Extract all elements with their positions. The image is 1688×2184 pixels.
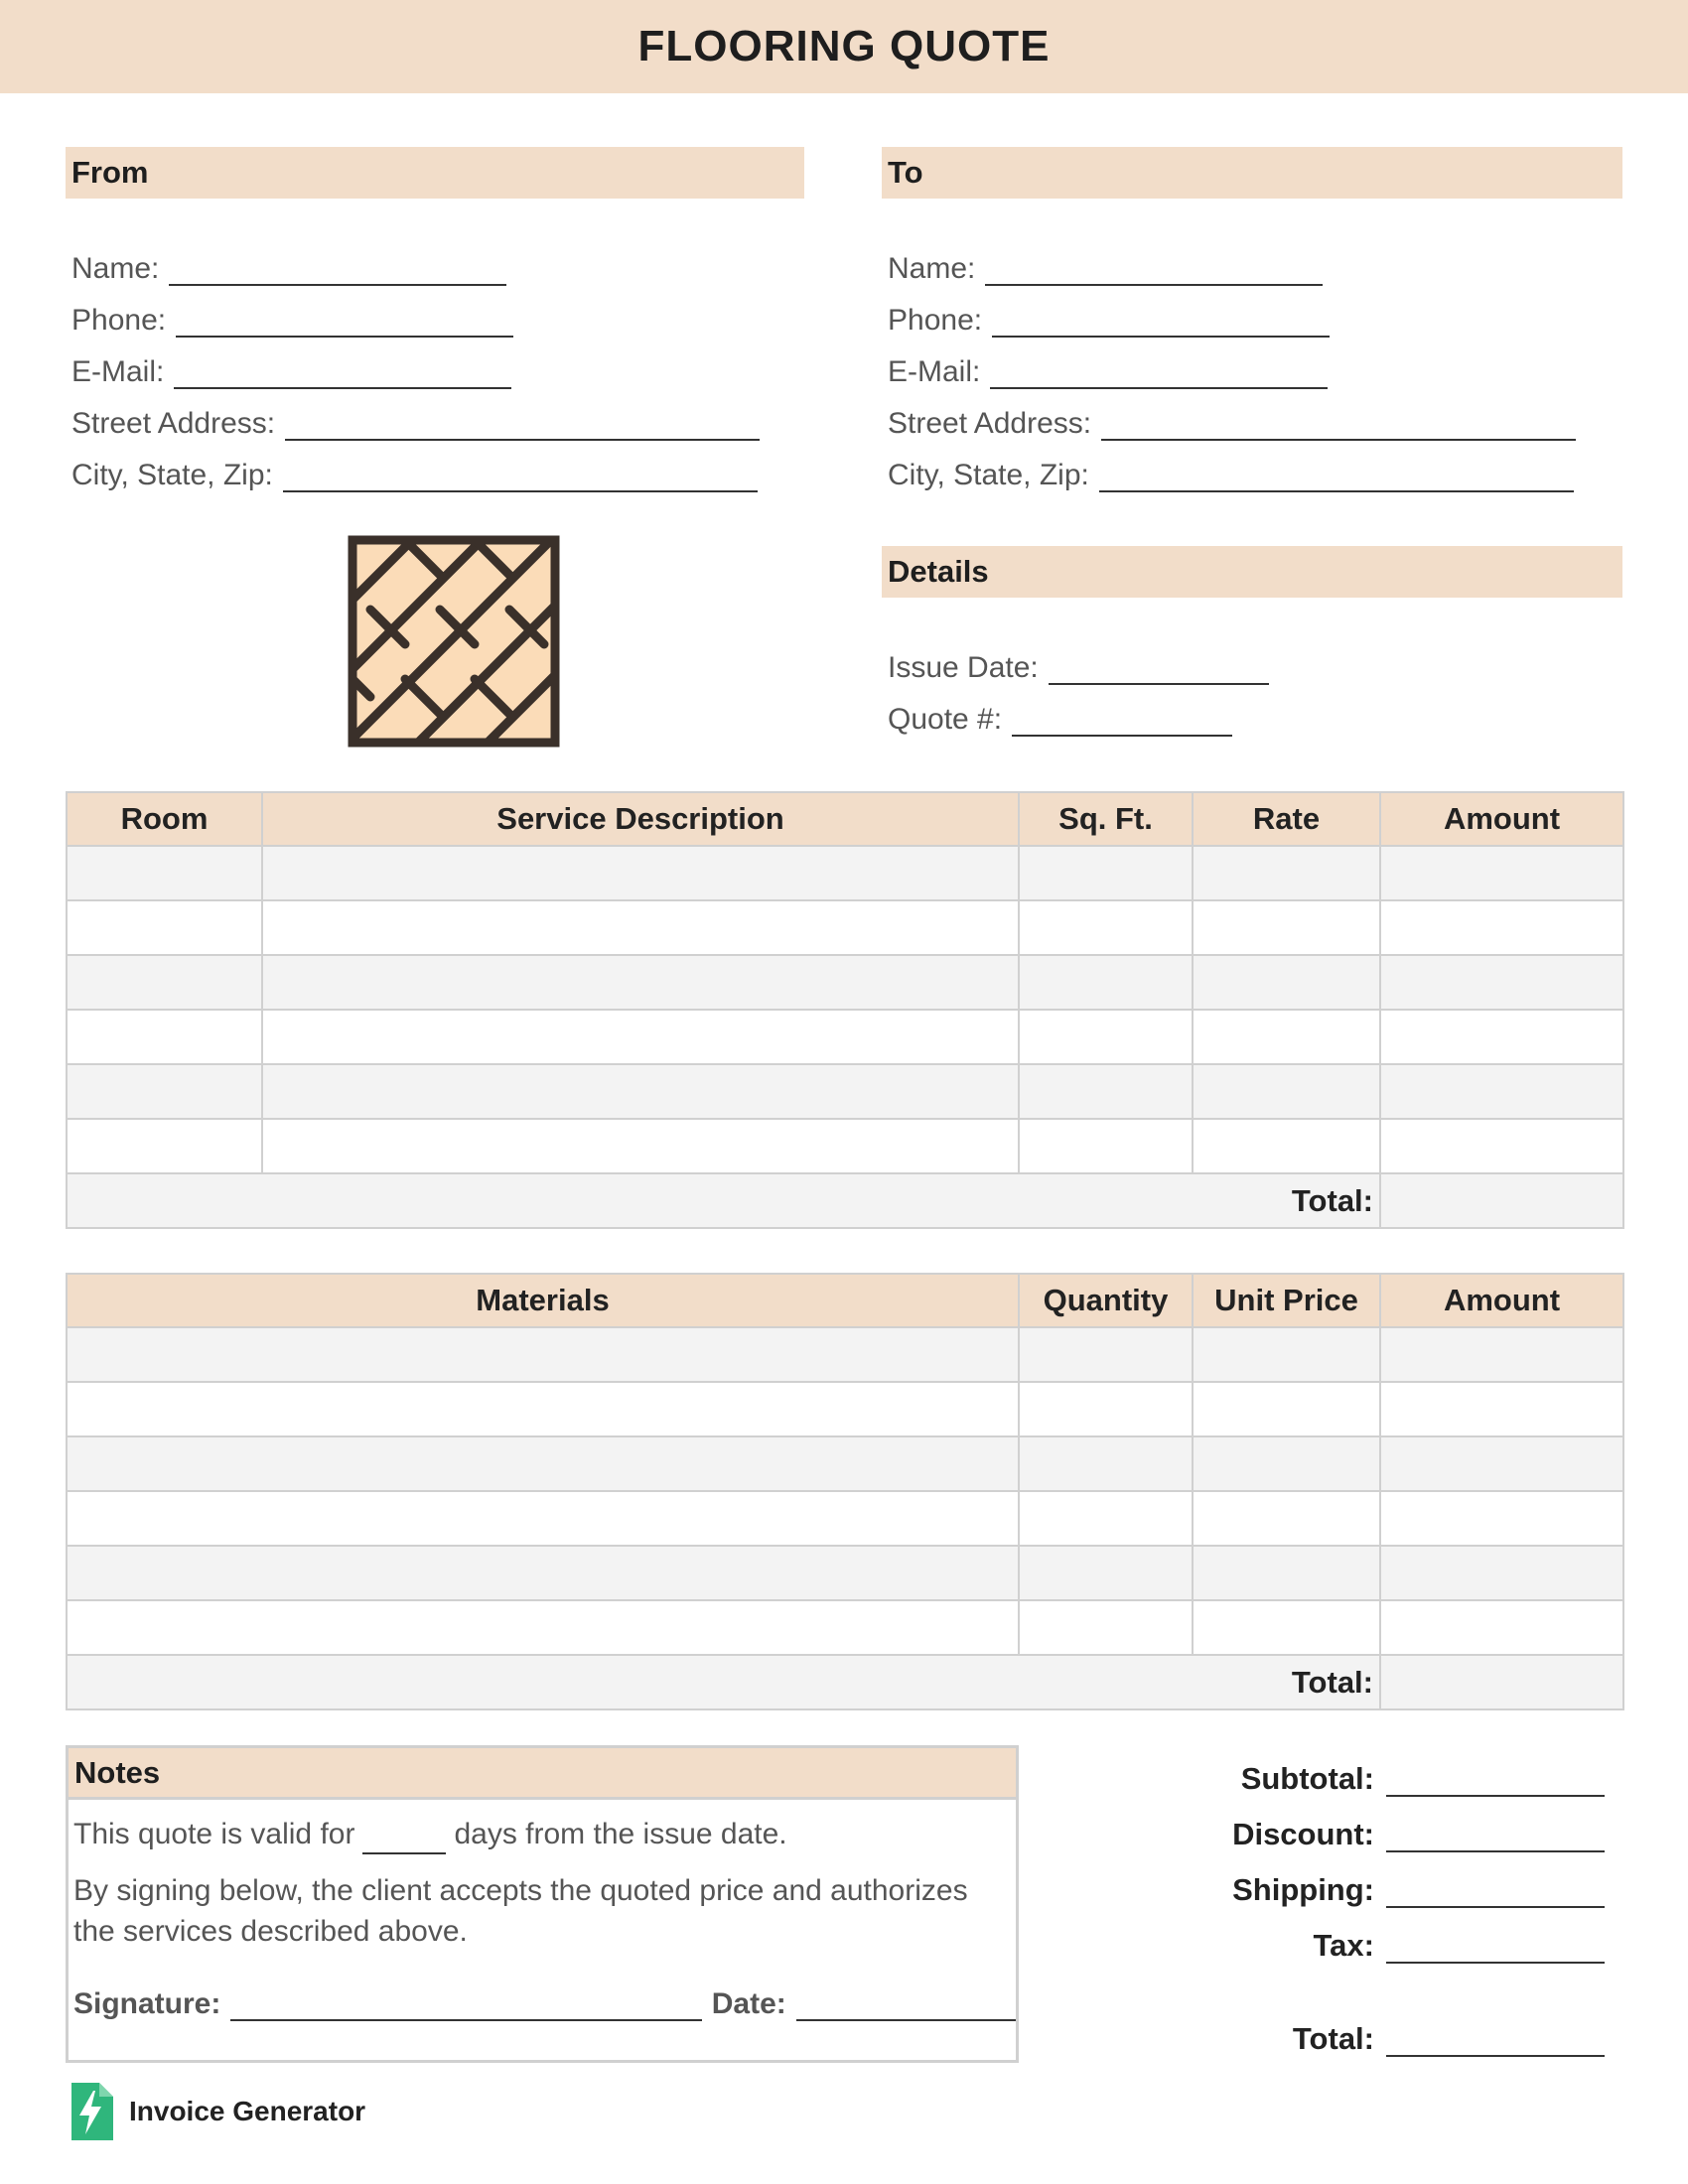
materials-amount-header: Amount (1380, 1274, 1623, 1327)
from-name-field[interactable]: Name: (71, 246, 760, 286)
table-row (67, 1436, 1623, 1491)
table-row (67, 846, 1623, 900)
issue-date-line[interactable] (1049, 653, 1269, 685)
table-row (67, 1600, 1623, 1655)
shipping-row[interactable]: Shipping: (1088, 1868, 1605, 1908)
grand-total-row[interactable]: Total: (1088, 2017, 1605, 2057)
amount-header: Amount (1380, 792, 1623, 846)
notes-box (66, 1745, 1019, 2063)
to-fields (888, 246, 1576, 492)
quote-number-line[interactable] (1012, 705, 1232, 737)
notes-heading: Notes (69, 1748, 1016, 1800)
signature-row (73, 1987, 1016, 2021)
to-email-line[interactable] (990, 357, 1328, 389)
from-city-field[interactable]: City, State, Zip: (71, 453, 760, 492)
brand-footer (68, 2083, 365, 2140)
materials-table (66, 1273, 1624, 1710)
discount-line[interactable] (1386, 1821, 1605, 1852)
shipping-line[interactable] (1386, 1876, 1605, 1908)
to-phone-field[interactable]: Phone: (888, 298, 1576, 338)
table-row (67, 1491, 1623, 1546)
service-description-header: Service Description (262, 792, 1019, 846)
summary-block (1088, 1757, 1605, 2057)
rate-header: Rate (1193, 792, 1380, 846)
sqft-header: Sq. Ft. (1019, 792, 1193, 846)
from-fields (71, 246, 760, 492)
table-row (67, 1382, 1623, 1436)
notes-content (69, 1800, 1016, 2021)
signature-label: Signature: (73, 1987, 221, 2020)
signature-line[interactable] (230, 1989, 701, 2021)
from-name-line[interactable] (169, 254, 506, 286)
title-bar (0, 0, 1688, 93)
to-heading: To (882, 147, 1622, 199)
table-row (67, 1327, 1623, 1382)
details-heading: Details (882, 546, 1622, 598)
to-street-line[interactable] (1101, 409, 1576, 441)
materials-total-label: Total: (67, 1655, 1380, 1709)
tax-row[interactable]: Tax: (1088, 1924, 1605, 1964)
validity-days-line[interactable] (362, 1823, 446, 1854)
materials-total-value[interactable] (1380, 1655, 1623, 1709)
to-street-field[interactable]: Street Address: (888, 401, 1576, 441)
from-email-line[interactable] (174, 357, 511, 389)
lightning-bolt-icon (68, 2083, 113, 2140)
services-total-label: Total: (67, 1173, 1380, 1228)
from-phone-field[interactable]: Phone: (71, 298, 760, 338)
services-total-row (67, 1173, 1623, 1228)
discount-row[interactable]: Discount: (1088, 1813, 1605, 1852)
grand-total-line[interactable] (1386, 2025, 1605, 2057)
tax-line[interactable] (1386, 1932, 1605, 1964)
services-total-value[interactable] (1380, 1173, 1623, 1228)
services-table (66, 791, 1624, 1229)
unit-price-header: Unit Price (1193, 1274, 1380, 1327)
to-phone-line[interactable] (992, 306, 1330, 338)
table-row (67, 900, 1623, 955)
notes-validity: This quote is valid for days from the issue date. (73, 1814, 1016, 1854)
materials-header-row (67, 1274, 1623, 1327)
table-row (67, 1546, 1623, 1600)
from-street-field[interactable]: Street Address: (71, 401, 760, 441)
flooring-tile-icon (348, 535, 560, 748)
to-name-line[interactable] (985, 254, 1323, 286)
table-row (67, 1010, 1623, 1064)
to-city-field[interactable]: City, State, Zip: (888, 453, 1576, 492)
quote-number-field[interactable]: Quote #: (888, 697, 1269, 737)
from-heading: From (66, 147, 804, 199)
to-email-field[interactable]: E-Mail: (888, 349, 1576, 389)
from-phone-line[interactable] (176, 306, 513, 338)
services-header-row (67, 792, 1623, 846)
details-fields (888, 645, 1269, 737)
quantity-header: Quantity (1019, 1274, 1193, 1327)
date-label: Date: (711, 1987, 786, 2020)
issue-date-field[interactable]: Issue Date: (888, 645, 1269, 685)
date-line[interactable] (796, 1989, 1016, 2021)
from-street-line[interactable] (285, 409, 760, 441)
table-row (67, 955, 1623, 1010)
notes-agreement: By signing below, the client accepts the quoted price and authorizes the services described above. (73, 1874, 968, 1948)
table-row (67, 1119, 1623, 1173)
brand-name: Invoice Generator (129, 2096, 366, 2126)
from-email-field[interactable]: E-Mail: (71, 349, 760, 389)
page-title: FLOORING QUOTE (637, 22, 1051, 70)
to-city-line[interactable] (1099, 461, 1574, 492)
subtotal-row[interactable]: Subtotal: (1088, 1757, 1605, 1797)
room-header: Room (67, 792, 262, 846)
table-row (67, 1064, 1623, 1119)
materials-header: Materials (67, 1274, 1019, 1327)
to-name-field[interactable]: Name: (888, 246, 1576, 286)
materials-total-row (67, 1655, 1623, 1709)
from-city-line[interactable] (283, 461, 758, 492)
subtotal-line[interactable] (1386, 1765, 1605, 1797)
